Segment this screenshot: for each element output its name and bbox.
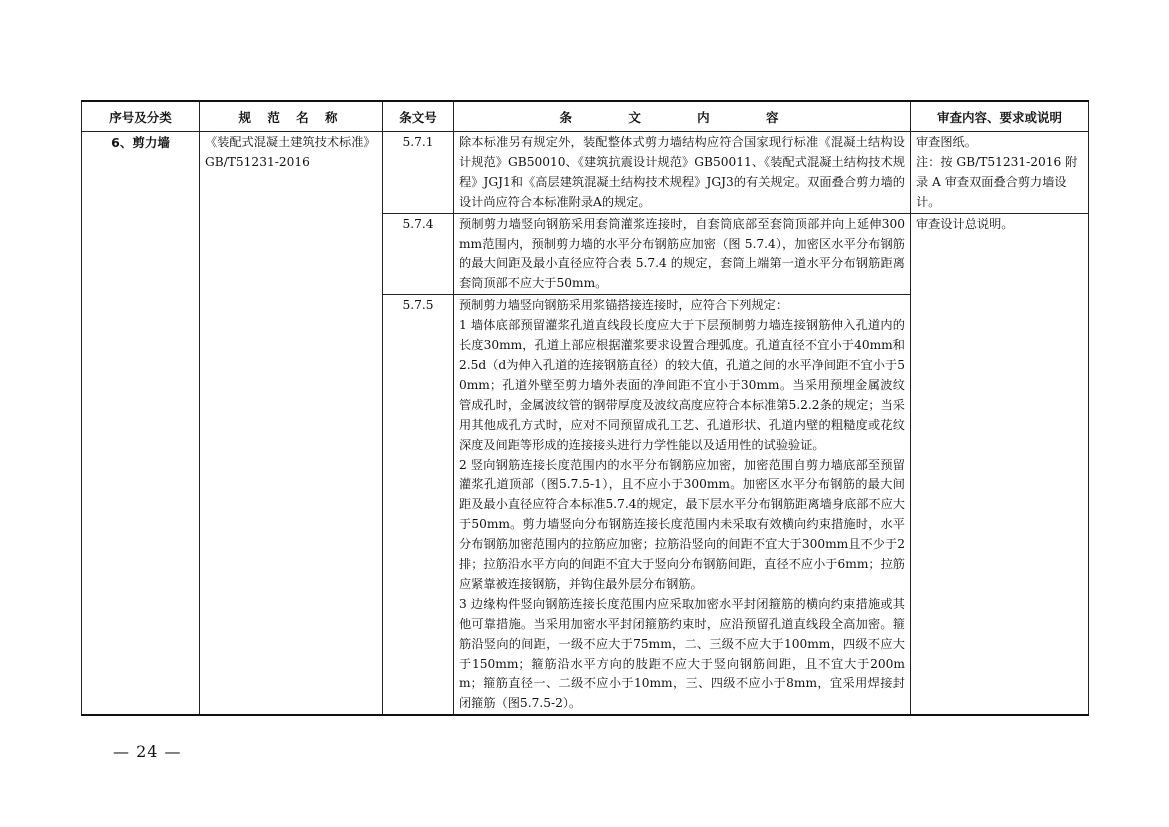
clause-content-cell (454, 295, 911, 716)
clause-paragraph: 预制剪力墙竖向钢筋采用浆锚搭接连接时，应符合下列规定： (459, 298, 789, 313)
clause-paragraph: 1 墙体底部预留灌浆孔道直线段长度应大于下层预制剪力墙连接钢筋伸入孔道内的长度30mm，孔道上部应根据灌浆要求设置合理弧度。孔道直径不宜小于40mm和2.5d（d为伸入孔道的连接钢筋直径）的较大值，孔道之间的水平净间距不宜小于50mm；孔道外壁至剪力墙外表面的净间距不宜小于30mm。当采用预埋金属波纹管成孔时，金属波纹管的钢带厚度及波纹高度应符合本标准第5.2.2条的规定；当采用其他成孔方式时，应对不同预留成孔工艺、孔道形状、孔道内壁的粗糙度或花纹深度及间距等形成的连接接头进行力学性能以及适用性的试验验证。 (459, 318, 905, 452)
header-clause-no: 条文号 (383, 101, 454, 132)
clause-content-cell: 预制剪力墙竖向钢筋采用套筒灌浆连接时，自套筒底部至套筒顶部并向上延伸300mm范围内，预制剪力墙的水平分布钢筋应加密（图 5.7.4），加密区水平分布钢筋的最大间距及最小直径应符合表 5.7.4 的规定，套筒上端第一道水平分布钢筋距离套筒顶部不应大于50mm。 (454, 213, 911, 295)
header-review: 审查内容、要求或说明 (911, 101, 1089, 132)
header-standard: 规 范 名 称 (200, 101, 383, 132)
review-note-cell (911, 132, 1089, 214)
header-category: 序号及分类 (82, 101, 200, 132)
clause-number-cell: 5.7.4 (383, 213, 454, 295)
clause-number-cell: 5.7.5 (383, 295, 454, 716)
table-header-row (82, 101, 1089, 132)
clause-content-cell: 除本标准另有规定外，装配整体式剪力墙结构应符合国家现行标准《混凝土结构设计规范》GB50010、《建筑抗震设计规范》GB50011、《装配式混凝土结构技术规程》JGJ1和《高层建筑混凝土结构技术规程》JGJ3的有关规定。双面叠合剪力墙的设计尚应符合本标准附录A的规定。 (454, 132, 911, 214)
review-note-cell: 审查设计总说明。 (911, 213, 1089, 715)
review-note-line: 审查图纸。 (916, 135, 977, 149)
clause-number-cell: 5.7.1 (383, 132, 454, 214)
category-cell: 6、剪力墙 (82, 132, 200, 716)
review-note-line: 注：按 GB/T51231-2016 附录 A 审查双面叠合剪力墙设计。 (916, 154, 1078, 209)
header-content: 条 文 内 容 (454, 101, 911, 132)
clause-paragraph: 2 竖向钢筋连接长度范围内的水平分布钢筋应加密，加密范围自剪力墙底部至预留灌浆孔道顶部（图5.7.5-1），且不应小于300mm。加密区水平分布钢筋的最大间距及最小直径应符合本标准5.7.4的规定，最下层水平分布钢筋距离墙身底部不应大于50mm。剪力墙竖向分布钢筋连接长度范围内未采取有效横向约束措施时，水平分布钢筋加密范围内的拉筋应加密；拉筋沿竖向的间距不宜大于300mm且不少于2排；拉筋沿水平方向的间距不宜大于竖向分布钢筋间距，直径不应小于6mm；拉筋应紧靠被连接钢筋，并钩住最外层分布钢筋。 (459, 457, 905, 591)
table-row (82, 132, 1089, 214)
review-table (81, 100, 1089, 716)
page-number: — 24 — (113, 742, 182, 761)
clause-paragraph: 3 边缘构件竖向钢筋连接长度范围内应采取加密水平封闭箍筋的横向约束措施或其他可靠措施。当采用加密水平封闭箍筋约束时，应沿预留孔道直线段全高加密。箍筋沿竖向的间距，一级不应大于75mm，二、三级不应大于100mm，四级不应大于150mm；箍筋沿水平方向的肢距不应大于竖向钢筋间距，且不宜大于200mm；箍筋直径一、二级不应小于10mm，三、四级不应小于8mm，宜采用焊接封闭箍筋（图5.7.5-2）。 (459, 596, 905, 711)
standard-name-cell: 《装配式混凝土建筑技术标准》GB/T51231-2016 (200, 132, 383, 716)
review-table-container (81, 100, 1088, 716)
